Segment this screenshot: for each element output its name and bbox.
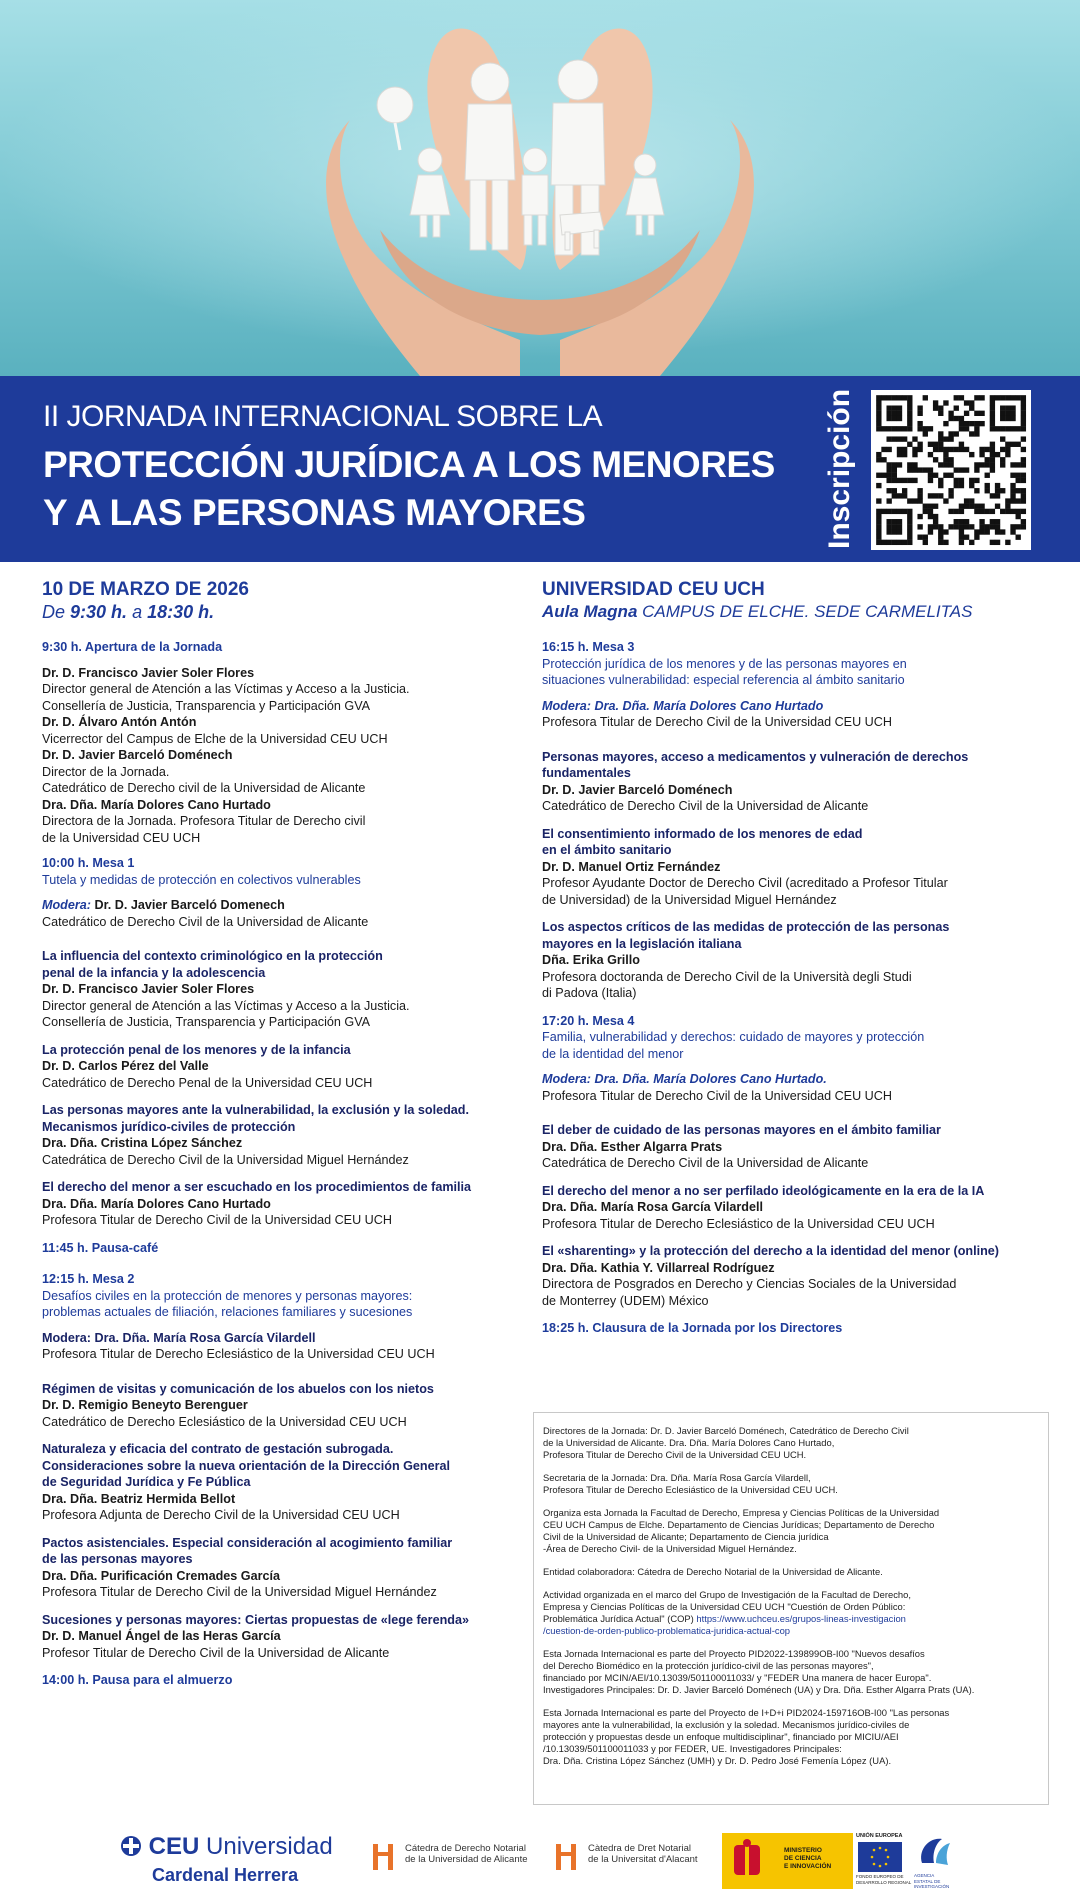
talk-title: Sucesiones y personas mayores: Ciertas propuestas de «lege ferenda» xyxy=(42,1612,469,1627)
opening-heading: 9:30 h. Apertura de la Jornada xyxy=(42,640,223,654)
speaker-role: Catedrático de Derecho Civil de la Universidad de Alicante xyxy=(542,799,869,813)
mesa1-moderator-role: Catedrático de Derecho Civil de la Universidad de Alicante xyxy=(42,914,369,929)
speaker-name: Dra. Dña. Beatriz Hermida Bellot xyxy=(42,1491,236,1506)
aei-logo-icon xyxy=(914,1833,954,1871)
ceu-cross-icon xyxy=(120,1835,142,1857)
speaker xyxy=(42,665,532,715)
banner-title-line2: PROTECCIÓN JURÍDICA A LOS MENORES xyxy=(43,444,775,485)
talk xyxy=(542,749,1047,815)
talk xyxy=(42,1381,532,1431)
catedra-dret-notarial-logo: Càtedra de Dret Notarial de la Universitat d'Alacant xyxy=(554,1838,714,1878)
speaker-role: Catedrática de Derecho Civil de la Universidad Miguel Hernández xyxy=(42,1152,409,1167)
speaker-name: Dr. D. Carlos Pérez del Valle xyxy=(42,1059,209,1073)
talk-title: Pactos asistenciales. Especial consideración al acogimiento familiar de las personas mayores xyxy=(42,1535,453,1566)
speaker-role: Directora de Posgrados en Derecho y Ciencias Sociales de la Universidad de Monterrey (UDEM) México xyxy=(542,1277,957,1308)
talk xyxy=(42,1441,532,1524)
info-secretary: Secretaria de la Jornada: Dra. Dña. María Rosa García Vilardell, Profesora Titular de Derecho Eclesiástico de la Universidad CEU UCH. xyxy=(543,1472,838,1495)
banner-title-line1: II JORNADA INTERNACIONAL SOBRE LA xyxy=(43,400,603,433)
mesa4-subtitle: Familia, vulnerabilidad y derechos: cuidado de mayores y protección de la identidad del menor xyxy=(542,1030,925,1061)
info-organizers: Organiza esta Jornada la Facultad de Derecho, Empresa y Ciencias Políticas de la Universidad CEU UCH Campus de Elche. Departamento de Ciencias Jurídicas; Departamento de Derecho Civil de la Universidad de Alicante; Departamento de Ciencia jurídica -Área de Derecho Civil- de la Universidad Miguel Hernández. xyxy=(543,1507,940,1554)
eu-logo: UNIÓN EUROPEA FONDO EUROPEO DE DESARROLLO REGIONAL xyxy=(856,1833,912,1885)
mesa4-moderator-role: Profesora Titular de Derecho Civil de la Universidad CEU UCH xyxy=(542,1088,892,1103)
speaker-role: Director general de Atención a las Víctimas y Acceso a la Justicia. Consellería de Justicia, Transparencia y Participación GVA xyxy=(42,998,410,1029)
speaker-name: Dr. D. Remigio Beneyto Berenguer xyxy=(42,1398,248,1412)
mesa2-moderator-role: Profesora Titular de Derecho Eclesiástico de la Universidad CEU UCH xyxy=(42,1347,435,1361)
mesa4-block xyxy=(542,1013,1047,1310)
speaker-name: Dra. Dña. Purificación Cremades García xyxy=(42,1568,280,1583)
talk-title: La protección penal de los menores y de la infancia xyxy=(42,1042,351,1057)
lunch-break: 14:00 h. Pausa para el almuerzo xyxy=(42,1673,233,1687)
info-project-1: Esta Jornada Internacional es parte del Proyecto PID2022-139899OB-I00 "Nuevos desafíos del Derecho Biomédico en la protección jurídico-civil de las personas mayores", financiado por MCIN/AEI/10.13039/501100011033/ y "FEDER Una manera de hacer Europa". Investigadores Principales: Dr. D. Javier Barceló Doménech (UA) y Dra. Dña. Esther Algarra Prats (UA). xyxy=(543,1648,975,1695)
family-paper-cutout-image xyxy=(0,0,1080,376)
research-group-link-cont[interactable]: /cuestion-de-orden-publico-problematica-juridica-actual-cop xyxy=(543,1625,790,1636)
talk-title: El derecho del menor a no ser perfilado ideológicamente en la era de la IA xyxy=(542,1183,985,1198)
qr-code-icon[interactable] xyxy=(871,390,1031,550)
catedra-notarial-logo: Cátedra de Derecho Notarial de la Universidad de Alicante xyxy=(371,1838,531,1878)
spain-coat-of-arms-icon xyxy=(730,1839,764,1883)
talk-title: Régimen de visitas y comunicación de los abuelos con los nietos xyxy=(42,1381,434,1396)
aei-logo: AGENCIA ESTATAL DE INVESTIGACIÓN xyxy=(914,1833,962,1889)
talk xyxy=(542,826,1047,909)
mesa2-moderator: Modera: Dra. Dña. María Rosa García Vilardell xyxy=(42,1330,316,1345)
speaker-name: Dr. D. Javier Barceló Doménech xyxy=(42,748,233,762)
inscription-label-box xyxy=(820,388,860,552)
talk xyxy=(42,1042,532,1092)
speaker-name: Dr. D. Francisco Javier Soler Flores xyxy=(42,665,255,680)
info-collaborator: Entidad colaboradora: Cátedra de Derecho Notarial de la Universidad de Alicante. xyxy=(543,1566,883,1577)
speaker-role: Director de la Jornada. Catedrático de Derecho civil de la Universidad de Alicante xyxy=(42,764,366,795)
talk xyxy=(42,1179,532,1229)
mesa3-moderator-role: Profesora Titular de Derecho Civil de la Universidad CEU UCH xyxy=(542,715,892,729)
speaker-role: Profesor Ayudante Doctor de Derecho Civil (acreditado a Profesor Titular de Universidad) de la Universidad Miguel Hernández xyxy=(542,876,948,907)
speaker-role: Profesora Titular de Derecho Civil de la Universidad CEU UCH xyxy=(42,1213,392,1227)
mesa3-heading: 16:15 h. Mesa 3 xyxy=(542,640,635,654)
mesa2-subtitle: Desafíos civiles en la protección de menores y personas mayores: problemas actuales de filiación, relaciones familiares y sucesiones xyxy=(42,1288,413,1319)
notarial-chair-icon xyxy=(554,1842,578,1872)
mesa1-subtitle: Tutela y medidas de protección en colectivos vulnerables xyxy=(42,872,361,887)
ministry-logo: MINISTERIO DE CIENCIA E INNOVACIÓN xyxy=(722,1833,853,1889)
speaker-name: Dra. Dña. Cristina López Sánchez xyxy=(42,1136,243,1150)
mesa2-block xyxy=(42,1271,532,1661)
inscription-label: Inscripción xyxy=(823,388,856,549)
mesa4-heading: 17:20 h. Mesa 4 xyxy=(542,1013,635,1028)
speaker-role: Catedrática de Derecho Civil de la Universidad de Alicante xyxy=(542,1156,869,1170)
talk xyxy=(42,1612,532,1662)
speaker-role: Director general de Atención a las Víctimas y Acceso a la Justicia. Consellería de Justicia, Transparencia y Participación GVA xyxy=(42,682,410,713)
banner-title-line3: Y A LAS PERSONAS MAYORES xyxy=(43,492,586,533)
speaker-role: Catedrático de Derecho Eclesiástico de la Universidad CEU UCH xyxy=(42,1414,407,1429)
info-research-group: Actividad organizada en el marco del Grupo de Investigación de la Facultad de Derecho, Empresa y Ciencias Políticas de la Universidad CEU UCH "Cuestión de Orden Público: Problemática Jurídica Actual" (COP) https://www.uchceu.es/grupos-lineas-investigacion /cuestion-de-orden-publico-problematica-juridica-actual-cop xyxy=(543,1589,911,1636)
ceu-logo: CEU Universidad Cardenal Herrera xyxy=(120,1833,350,1893)
schedule-left-column xyxy=(42,578,532,1689)
notarial-chair-icon xyxy=(371,1842,395,1872)
mesa3-moderator: Modera: Dra. Dña. María Dolores Cano Hurtado xyxy=(542,698,824,713)
talk-title: El deber de cuidado de las personas mayores en el ámbito familiar xyxy=(542,1123,941,1137)
schedule-right-column xyxy=(542,578,1047,1337)
talk xyxy=(542,1243,1047,1309)
speaker-role: Profesora doctoranda de Derecho Civil de la Università degli Studi di Padova (Italia) xyxy=(542,969,912,1000)
organization-info-box xyxy=(533,1412,1049,1805)
speaker xyxy=(42,747,532,797)
speaker-name: Dra. Dña. Esther Algarra Prats xyxy=(542,1139,723,1154)
mesa1-heading: 10:00 h. Mesa 1 xyxy=(42,856,135,870)
speaker-name: Dr. D. Francisco Javier Soler Flores xyxy=(42,982,255,996)
talk-title: Las personas mayores ante la vulnerabilidad, la exclusión y la soledad. Mecanismos jurídico-civiles de protección xyxy=(42,1103,469,1134)
closing: 18:25 h. Clausura de la Jornada por los Directores xyxy=(542,1321,843,1335)
mesa1-moderator: Modera: Dr. D. Javier Barceló Domenech xyxy=(42,898,285,912)
mesa2-heading: 12:15 h. Mesa 2 xyxy=(42,1272,135,1286)
event-time: De 9:30 h. a 18:30 h. xyxy=(42,602,215,622)
speaker-name: Dr. D. Manuel Ángel de las Heras García xyxy=(42,1629,281,1643)
venue-university: UNIVERSIDAD CEU UCH xyxy=(542,579,765,600)
talk-title: Personas mayores, acceso a medicamentos y vulneración de derechos fundamentales xyxy=(542,749,969,780)
talk xyxy=(542,919,1047,1002)
speaker-name: Dña. Erika Grillo xyxy=(542,953,640,967)
talk xyxy=(542,1122,1047,1172)
talk xyxy=(542,1183,1047,1233)
speaker-name: Dra. Dña. María Dolores Cano Hurtado xyxy=(42,797,271,812)
speaker-role: Profesora Adjunta de Derecho Civil de la Universidad CEU UCH xyxy=(42,1508,400,1522)
speaker-name: Dr. D. Álvaro Antón Antón xyxy=(42,715,197,729)
talk-title: El consentimiento informado de los menores de edad en el ámbito sanitario xyxy=(542,826,863,857)
mesa1-block xyxy=(42,855,532,1229)
speaker xyxy=(42,797,532,847)
speaker-role: Profesor Titular de Derecho Civil de la Universidad de Alicante xyxy=(42,1645,390,1660)
talk xyxy=(42,948,532,1031)
speaker-name: Dra. Dña. María Dolores Cano Hurtado xyxy=(42,1196,271,1211)
speaker-role: Directora de la Jornada. Profesora Titular de Derecho civil de la Universidad CEU UCH xyxy=(42,814,366,845)
speaker-name: Dr. D. Javier Barceló Doménech xyxy=(542,782,733,797)
talk-title: El «sharenting» y la protección del derecho a la identidad del menor (online) xyxy=(542,1244,999,1258)
speaker xyxy=(42,714,532,747)
mesa3-subtitle: Protección jurídica de los menores y de las personas mayores en situaciones vulnerabilidad: especial referencia al ámbito sanitario xyxy=(542,656,907,687)
opening-block xyxy=(42,639,532,846)
mesa4-moderator: Modera: Dra. Dña. María Dolores Cano Hurtado. xyxy=(542,1072,827,1086)
research-group-link[interactable]: https://www.uchceu.es/grupos-lineas-investigacion xyxy=(696,1613,906,1624)
venue-place: Aula Magna CAMPUS DE ELCHE. SEDE CARMELITAS xyxy=(542,602,973,621)
mesa3-block xyxy=(542,639,1047,1002)
speaker-name: Dra. Dña. María Rosa García Vilardell xyxy=(542,1200,763,1214)
talk-title: El derecho del menor a ser escuchado en los procedimientos de familia xyxy=(42,1180,472,1194)
hero-image xyxy=(0,0,1080,376)
info-directors: Directores de la Jornada: Dr. D. Javier Barceló Doménech, Catedrático de Derecho Civil de la Universidad de Alicante. Dra. Dña. María Dolores Cano Hurtado, Profesora Titular de Derecho Civil de la Universidad CEU UCH. xyxy=(543,1425,909,1460)
speaker-role: Profesora Titular de Derecho Civil de la Universidad Miguel Hernández xyxy=(42,1585,437,1599)
info-project-2: Esta Jornada Internacional es parte del Proyecto de I+D+i PID2024-159716OB-I00 "Las personas mayores ante la vulnerabilidad, la exclusión y la soledad. Mecanismos jurídico-civiles de protección y propuestas desde un enfoque multidisciplinar", financiado por MICIU/AEI /10.13039/501100011033 y por FEDER, UE. Investigadores Principales: Dra. Dña. Cristina López Sánchez (UMH) y Dr. D. Pedro José Femenía López (UA). xyxy=(543,1707,950,1766)
speaker-role: Vicerrector del Campus de Elche de la Universidad CEU UCH xyxy=(42,731,388,746)
eu-flag-icon xyxy=(858,1842,902,1872)
talk-title: La influencia del contexto criminológico en la protección penal de la infancia y la adolescencia xyxy=(42,949,383,980)
coffee-break: 11:45 h. Pausa-café xyxy=(42,1240,159,1255)
speaker-role: Catedrático de Derecho Penal de la Universidad CEU UCH xyxy=(42,1075,373,1090)
speaker-name: Dra. Dña. Kathia Y. Villarreal Rodríguez xyxy=(542,1260,775,1275)
speaker-name: Dr. D. Manuel Ortiz Fernández xyxy=(542,859,721,874)
talk-title: Los aspectos críticos de las medidas de protección de las personas mayores en la legislación italiana xyxy=(542,920,950,951)
event-date: 10 DE MARZO DE 2026 xyxy=(42,579,249,600)
speaker-role: Profesora Titular de Derecho Eclesiástico de la Universidad CEU UCH xyxy=(542,1216,935,1231)
talk xyxy=(42,1535,532,1601)
talk xyxy=(42,1102,532,1168)
talk-title: Naturaleza y eficacia del contrato de gestación subrogada. Consideraciones sobre la nueva orientación de la Dirección General de Seguridad Jurídica y Fe Pública xyxy=(42,1442,451,1489)
